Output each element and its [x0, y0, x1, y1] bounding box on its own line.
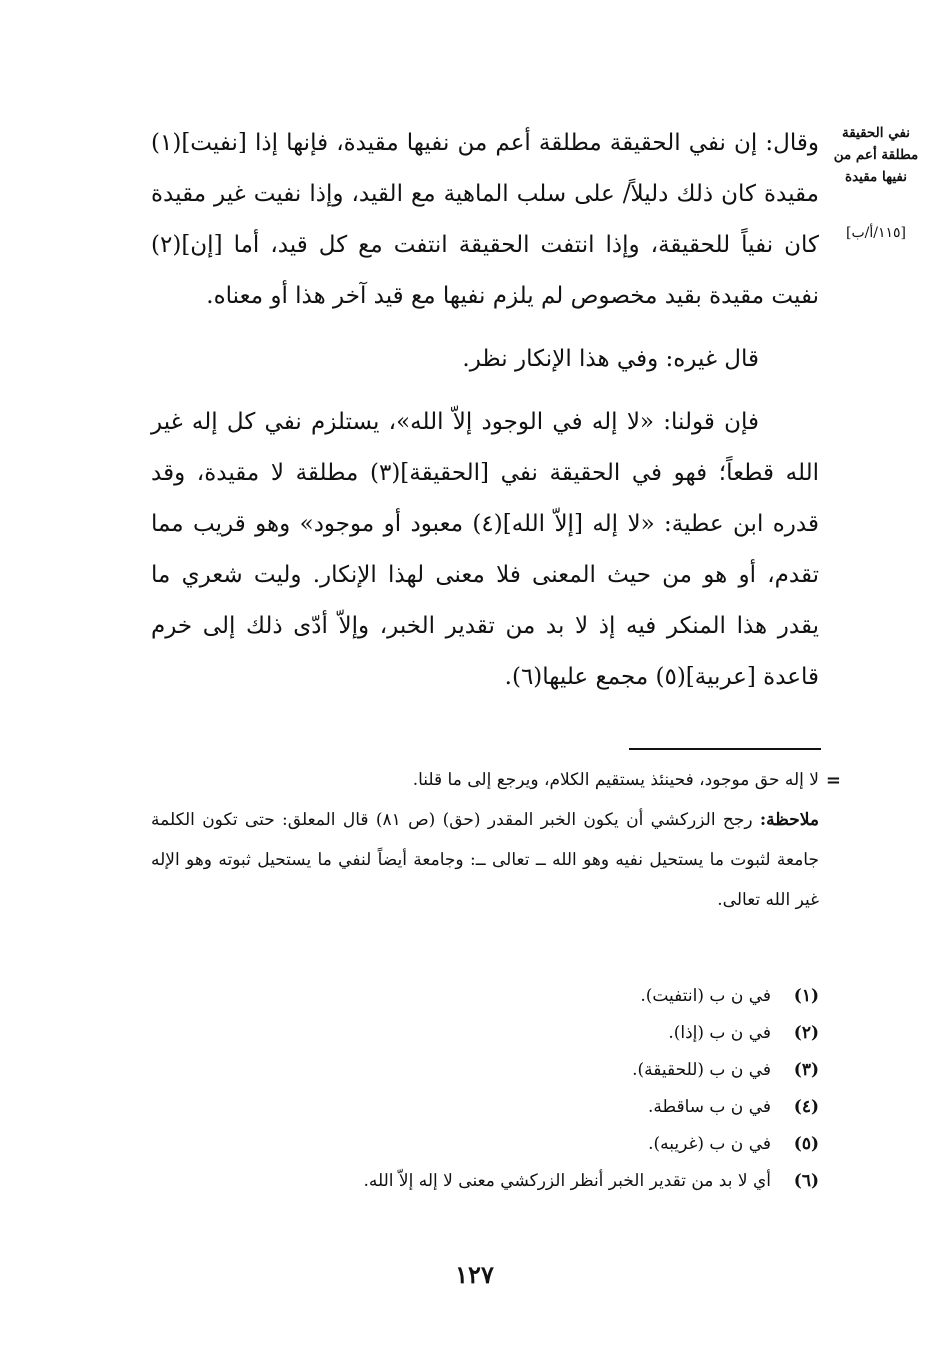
paragraph-text: قال غيره: وفي هذا الإنكار نظر.	[462, 346, 759, 372]
footnote	[151, 1089, 819, 1126]
footnote-number: (٤)	[793, 1097, 819, 1117]
footnote-text: في ن ب (إذا).	[668, 1023, 771, 1043]
note	[151, 800, 819, 920]
note-text: رجح الزركشي أن يكون الخبر المقدر (حق) (ص ٨١) قال المعلق: حتى تكون الكلمة جامعة لثبوت ما يستحيل نفيه وهو الله ــ تعالى ــ: وجامعة أيضاً لنفي ما يستحيل ثبوته وهو الإله غير الله تعالى.	[151, 810, 819, 910]
footnote-continuation: لا إله حق موجود، فحينئذ يستقيم الكلام، ويرجع إلى ما قلنا.	[412, 770, 819, 790]
footnote-text: في ن ب (للحقيقة).	[632, 1060, 771, 1080]
note-heading: ملاحظة:	[759, 810, 819, 830]
footnotes-list	[151, 978, 819, 1200]
margin-note: نفي الحقيقة مطلقة أعم من نفيها مقيدة	[833, 125, 919, 185]
footnote-number: (١)	[793, 986, 819, 1006]
paragraph	[151, 334, 819, 385]
footnote-number: (٢)	[793, 1023, 819, 1043]
footnote-text: في ن ب (انتفيت).	[640, 986, 771, 1006]
footnote-number: (٥)	[793, 1134, 819, 1154]
footnote	[151, 1052, 819, 1089]
paragraph: وقال: إن نفي الحقيقة مطلقة أعم من نفيها مقيدة، فإنها إذا [نفيت](١) مقيدة كان ذلك دليلاً/ على سلب الماهية مع القيد، وإذا نفيت غير مقيدة كان نفياً للحقيقة، وإذا انتفت الحقيقة انتفت مع كل قيد، أما [إن](٢) نفيت مقيدة بقيد مخصوص لم يلزم نفيها مع قيد آخر هذا أو معناه.	[151, 130, 819, 309]
footnote-number: (٣)	[793, 1060, 819, 1080]
footnote-text: أي لا بد من تقدير الخبر أنظر الزركشي معنى لا إله إلاّ الله.	[363, 1171, 771, 1191]
margin-folio-reference: [١١٥/أ/ب]	[846, 225, 906, 241]
footnote	[151, 1126, 819, 1163]
footnote-number: (٦)	[793, 1171, 819, 1191]
continuation-mark: =	[825, 770, 841, 791]
footnote-text: في ن ب (غريبه).	[648, 1134, 771, 1154]
footnote-text: في ن ب ساقطة.	[647, 1097, 771, 1117]
footnote-separator	[629, 748, 821, 750]
footnote	[151, 1015, 819, 1052]
footnote-continuation-block	[151, 760, 819, 920]
paragraph-text: فإن قولنا: «لا إله في الوجود إلاّ الله»، يستلزم نفي كل إله غير الله قطعاً؛ فهو في الحقيقة نفي [الحقيقة](٣) مطلقة لا مقيدة، وقد قدره ابن عطية: «لا إله [إلاّ الله](٤) معبود أو موجود» وهو قريب مما تقدم، أو هو من حيث المعنى فلا معنى لهذا الإنكار. وليت شعري ما يقدر هذا المنكر فيه إذ لا بد من تقدير الخبر، وإلاّ أدّى ذلك إلى خرم قاعدة [عربية](٥) مجمع عليها(٦).	[151, 409, 820, 690]
main-text	[151, 118, 819, 703]
footnote	[151, 1163, 819, 1200]
footnote	[151, 978, 819, 1015]
paragraph	[151, 397, 819, 703]
page-number: ١٢٧	[455, 1260, 494, 1289]
